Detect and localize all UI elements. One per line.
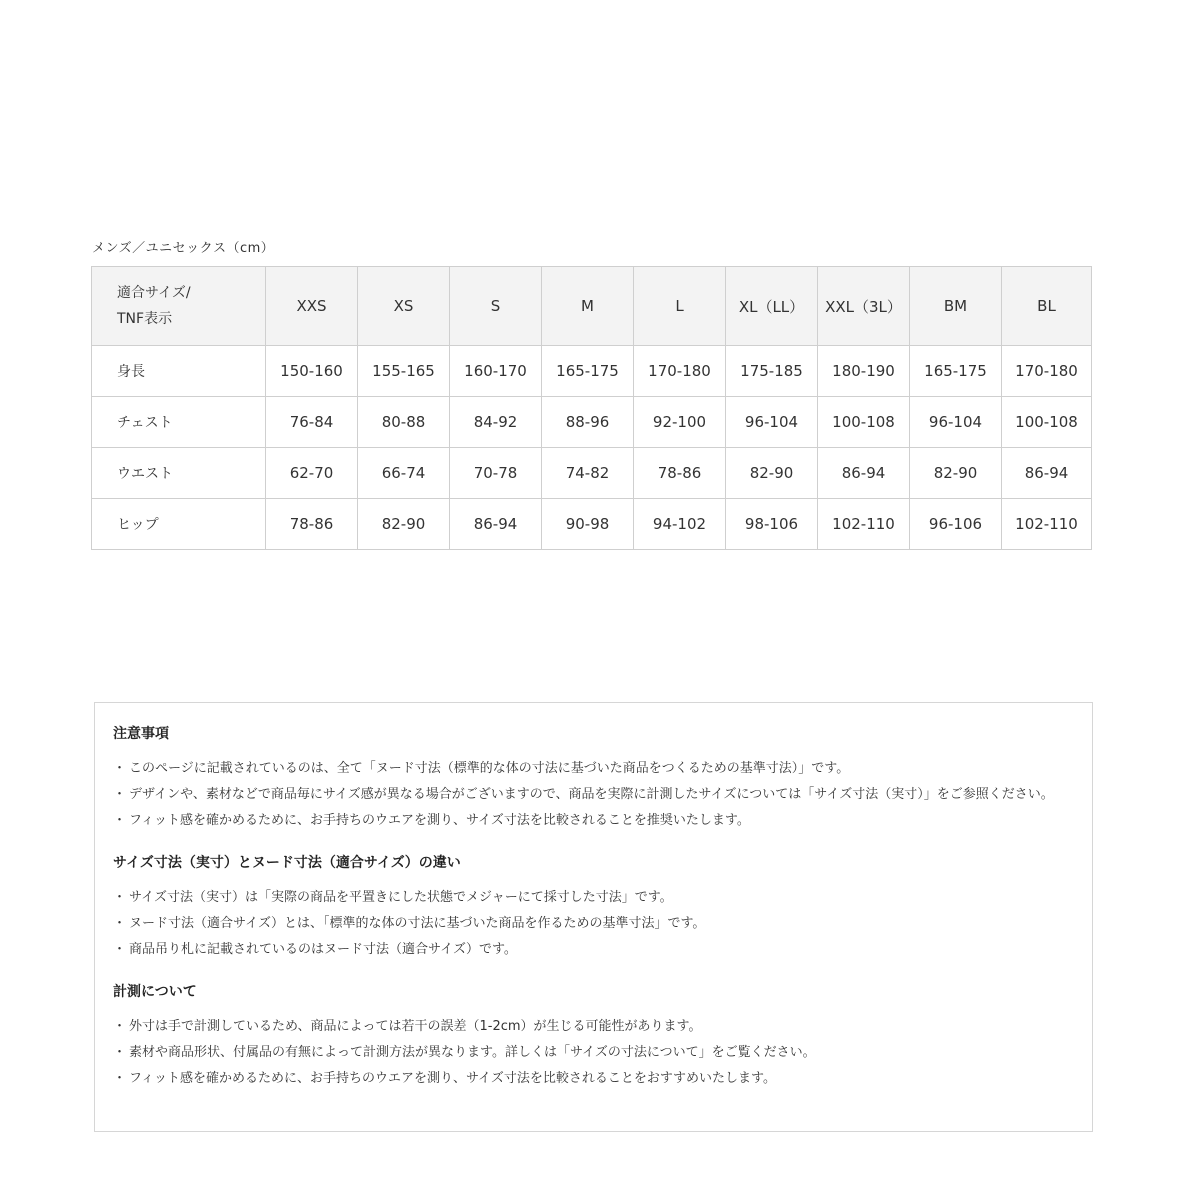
size-header: S <box>450 267 542 346</box>
table-cell: 86-94 <box>1002 448 1092 499</box>
table-cell: 170-180 <box>634 346 726 397</box>
notes-item-text: このページに記載されているのは、全て「ヌード寸法（標準的な体の寸法に基づいた商品をつくるための基準寸法）」です。 <box>129 761 850 776</box>
notes-list <box>113 1014 1074 1092</box>
table-cell: 82-90 <box>726 448 818 499</box>
size-header: XL（LL） <box>726 267 818 346</box>
table-row <box>92 346 1092 397</box>
table-cell: 84-92 <box>450 397 542 448</box>
notes-list-item <box>113 808 1074 834</box>
table-cell: 96-106 <box>910 499 1002 550</box>
table-cell: 175-185 <box>726 346 818 397</box>
notes-list-item <box>113 937 1074 963</box>
bullet-mark: ・ <box>113 890 127 905</box>
notes-item-text: サイズ寸法（実寸）は「実際の商品を平置きにした状態でメジャーにて採寸した寸法」です。 <box>129 890 673 905</box>
bullet-mark: ・ <box>113 813 127 828</box>
table-cell: 88-96 <box>542 397 634 448</box>
notes-section-title: サイズ寸法（実寸）とヌード寸法（適合サイズ）の違い <box>113 855 461 871</box>
table-cell: 98-106 <box>726 499 818 550</box>
table-cell: 96-104 <box>910 397 1002 448</box>
table-cell: 100-108 <box>1002 397 1092 448</box>
notes-item-text: 商品吊り札に記載されているのはヌード寸法（適合サイズ）です。 <box>129 942 517 957</box>
table-row <box>92 397 1092 448</box>
table-row <box>92 499 1092 550</box>
size-header: XXS <box>266 267 358 346</box>
row-label: チェスト <box>92 397 266 448</box>
size-header: M <box>542 267 634 346</box>
bullet-mark: ・ <box>113 916 127 931</box>
table-cell: 78-86 <box>634 448 726 499</box>
table-cell: 100-108 <box>818 397 910 448</box>
size-header: BM <box>910 267 1002 346</box>
notes-list-item <box>113 1040 1074 1066</box>
table-cell: 94-102 <box>634 499 726 550</box>
table-cell: 82-90 <box>358 499 450 550</box>
notes-list-item <box>113 756 1074 782</box>
bullet-mark: ・ <box>113 1045 127 1060</box>
header-label-line1: 適合サイズ/ <box>117 285 191 301</box>
table-cell: 102-110 <box>1002 499 1092 550</box>
bullet-mark: ・ <box>113 761 127 776</box>
table-cell: 78-86 <box>266 499 358 550</box>
row-label: ウエスト <box>92 448 266 499</box>
table-cell: 62-70 <box>266 448 358 499</box>
table-cell: 92-100 <box>634 397 726 448</box>
table-cell: 102-110 <box>818 499 910 550</box>
notes-list-item <box>113 1066 1074 1092</box>
notes-panel <box>94 702 1093 1132</box>
table-cell: 165-175 <box>910 346 1002 397</box>
size-chart-table <box>91 266 1092 550</box>
notes-section-title: 計測について <box>113 984 197 1000</box>
header-label-line2: TNF表示 <box>117 311 173 327</box>
row-label: ヒップ <box>92 499 266 550</box>
table-cell: 74-82 <box>542 448 634 499</box>
bullet-mark: ・ <box>113 942 127 957</box>
table-cell: 155-165 <box>358 346 450 397</box>
notes-item-text: 素材や商品形状、付属品の有無によって計測方法が異なります。詳しくは「サイズの寸法について」をご覧ください。 <box>129 1045 816 1060</box>
table-cell: 82-90 <box>910 448 1002 499</box>
notes-list <box>113 885 1074 963</box>
size-header: L <box>634 267 726 346</box>
size-header: XXL（3L） <box>818 267 910 346</box>
table-row <box>92 448 1092 499</box>
table-cell: 96-104 <box>726 397 818 448</box>
size-header: XS <box>358 267 450 346</box>
table-cell: 70-78 <box>450 448 542 499</box>
table-cell: 86-94 <box>818 448 910 499</box>
notes-item-text: フィット感を確かめるために、お手持ちのウエアを測り、サイズ寸法を比較されることをおすすめいたします。 <box>129 1071 777 1086</box>
table-cell: 170-180 <box>1002 346 1092 397</box>
notes-list <box>113 756 1074 834</box>
notes-list-item <box>113 1014 1074 1040</box>
bullet-mark: ・ <box>113 1019 127 1034</box>
row-label: 身長 <box>92 346 266 397</box>
table-cell: 150-160 <box>266 346 358 397</box>
bullet-mark: ・ <box>113 1071 127 1086</box>
notes-item-text: フィット感を確かめるために、お手持ちのウエアを測り、サイズ寸法を比較されることを推奨いたします。 <box>129 813 750 828</box>
notes-item-text: デザインや、素材などで商品毎にサイズ感が異なる場合がございますので、商品を実際に計測したサイズについては「サイズ寸法（実寸）」をご参照ください。 <box>129 787 1054 802</box>
table-cell: 180-190 <box>818 346 910 397</box>
notes-item-text: ヌード寸法（適合サイズ）とは、「標準的な体の寸法に基づいた商品を作るための基準寸法」です。 <box>129 916 706 931</box>
table-cell: 66-74 <box>358 448 450 499</box>
notes-list-item <box>113 782 1074 808</box>
table-cell: 160-170 <box>450 346 542 397</box>
notes-item-text: 外寸は手で計測しているため、商品によっては若干の誤差（1-2cm）が生じる可能性があります。 <box>129 1019 702 1034</box>
table-cell: 165-175 <box>542 346 634 397</box>
table-caption: メンズ／ユニセックス（cm） <box>92 241 275 256</box>
table-header-row <box>92 267 1092 346</box>
table-cell: 76-84 <box>266 397 358 448</box>
bullet-mark: ・ <box>113 787 127 802</box>
notes-section-title: 注意事項 <box>113 726 169 742</box>
size-header: BL <box>1002 267 1092 346</box>
notes-list-item <box>113 911 1074 937</box>
header-label <box>92 267 266 346</box>
table-cell: 80-88 <box>358 397 450 448</box>
notes-list-item <box>113 885 1074 911</box>
table-cell: 86-94 <box>450 499 542 550</box>
table-cell: 90-98 <box>542 499 634 550</box>
